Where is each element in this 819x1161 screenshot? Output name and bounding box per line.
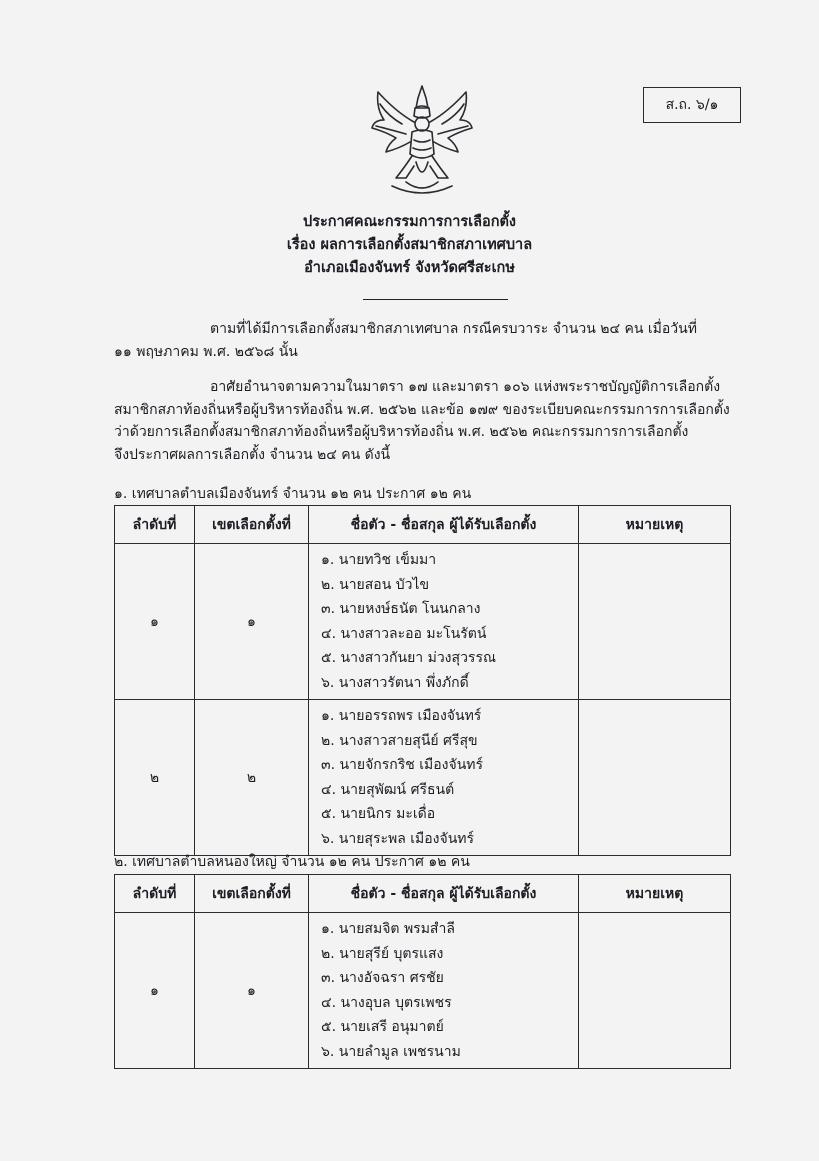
announcement-header [0,211,819,280]
elected-name: ๒. นายสอน บัวไข [321,576,430,593]
elected-name: ๖. นางสาวรัตนา พึ่งภักดี์ [321,674,469,691]
authority-line: อาศัยอำนาจตามความในมาตรา ๑๗ และมาตรา ๑๐๖ แห่งพระราชบัญญัติการเลือกตั้ง [210,379,721,395]
cell-district: ๒ [195,700,309,856]
header-line-1: ประกาศคณะกรรมการการเลือกตั้ง [302,214,516,230]
table-row [115,700,731,856]
cell-remark [579,700,731,856]
intro-line: ตามที่ได้มีการเลือกตั้งสมาชิกสภาเทศบาล กรณีครบวาระ จำนวน ๒๔ คน เมื่อวันที่ [210,321,697,337]
cell-district: ๑ [195,544,309,700]
elected-name: ๔. นางสาวละออ มะโนรัตน์ [321,625,487,642]
col-header-district: เขตเลือกตั้งที่ [195,506,309,544]
table-header-row [115,875,731,913]
section-title: ๑. เทศบาลตำบลเมืองจันทร์ จำนวน ๑๒ คน ประกาศ ๑๒ คน [114,486,472,502]
authority-line: สมาชิกสภาท้องถิ่นหรือผู้บริหารท้องถิ่น พ.ศ. ๒๕๖๒ และข้อ ๑๗๙ ของระเบียบคณะกรรมการการเลือกตั้ง [114,401,730,418]
cell-remark [579,544,731,700]
cell-names [309,700,579,856]
form-code-box: ส.ถ. ๖/๑ [643,87,741,123]
elected-name: ๑. นายทวิช เข็มมา [321,552,437,568]
col-header-remarks: หมายเหตุ [579,875,731,913]
table-header-row [115,506,731,544]
col-header-order: ลำดับที่ [115,506,195,544]
elected-name: ๕. นางสาวกันยา ม่วงสุวรรณ [321,650,496,666]
col-header-district: เขตเลือกตั้งที่ [195,875,309,913]
intro-paragraph [114,318,734,363]
cell-order: ๑ [115,913,195,1069]
header-location: อำเภอเมืองจันทร์ จังหวัดศรีสะเกษ [304,260,515,276]
intro-line: ๑๑ พฤษภาคม พ.ศ. ๒๕๖๘ นั้น [114,343,298,360]
col-header-remarks: หมายเหตุ [579,506,731,544]
section-title: ๒. เทศบาลตำบลหนองใหญ่ จำนวน ๑๒ คน ประกาศ ๑๒ คน [114,854,470,870]
elected-name: ๔. นายสุพัฒน์ ศรีธนต์ [321,781,455,798]
table-row [115,913,731,1069]
cell-remark [579,913,731,1069]
cell-order: ๒ [115,700,195,856]
elected-name: ๕. นายเสรี อนุมาตย์ [321,1019,444,1035]
elected-name: ๖. นายลำมูล เพชรนาม [321,1043,461,1060]
header-divider [363,299,508,300]
elected-name: ๔. นางอุบล บุตรเพชร [321,994,452,1011]
header-subject: เรื่อง ผลการเลือกตั้งสมาชิกสภาเทศบาล [286,237,533,253]
results-table [114,505,731,856]
elected-name: ๕. นายนิกร มะเดื่อ [321,806,436,822]
col-header-names: ชื่อตัว - ชื่อสกุล ผู้ได้รับเลือกตั้ง [309,506,579,544]
cell-names [309,544,579,700]
elected-name: ๓. นายจักรกริช เมืองจันทร์ [321,757,484,773]
garuda-emblem-icon [366,82,478,202]
cell-names [309,913,579,1069]
elected-name: ๑. นายสมจิต พรมสำลี [321,921,455,937]
authority-line: ว่าด้วยการเลือกตั้งสมาชิกสภาท้องถิ่นหรือผู้บริหารท้องถิ่น พ.ศ. ๒๕๖๒ คณะกรรมการการเลือกตั้ง [114,424,689,440]
elected-name: ๒. นางสาวสายสุนีย์ ศรีสุข [321,732,478,749]
results-table [114,874,731,1069]
elected-name: ๓. นางอัจฉรา ศรชัย [321,970,444,986]
col-header-order: ลำดับที่ [115,875,195,913]
elected-name: ๒. นายสุรีย์ บุตรแสง [321,945,444,962]
elected-name: ๑. นายอรรถพร เมืองจันทร์ [321,708,482,724]
table-row [115,544,731,700]
authority-paragraph [114,376,734,466]
col-header-names: ชื่อตัว - ชื่อสกุล ผู้ได้รับเลือกตั้ง [309,875,579,913]
elected-name: ๓. นายหงษ์ธนัต โนนกลาง [321,601,481,617]
cell-order: ๑ [115,544,195,700]
cell-district: ๑ [195,913,309,1069]
authority-line: จึงประกาศผลการเลือกตั้ง จำนวน ๒๔ คน ดังนี้ [114,446,391,463]
elected-name: ๖. นายสุระพล เมืองจันทร์ [321,830,475,847]
